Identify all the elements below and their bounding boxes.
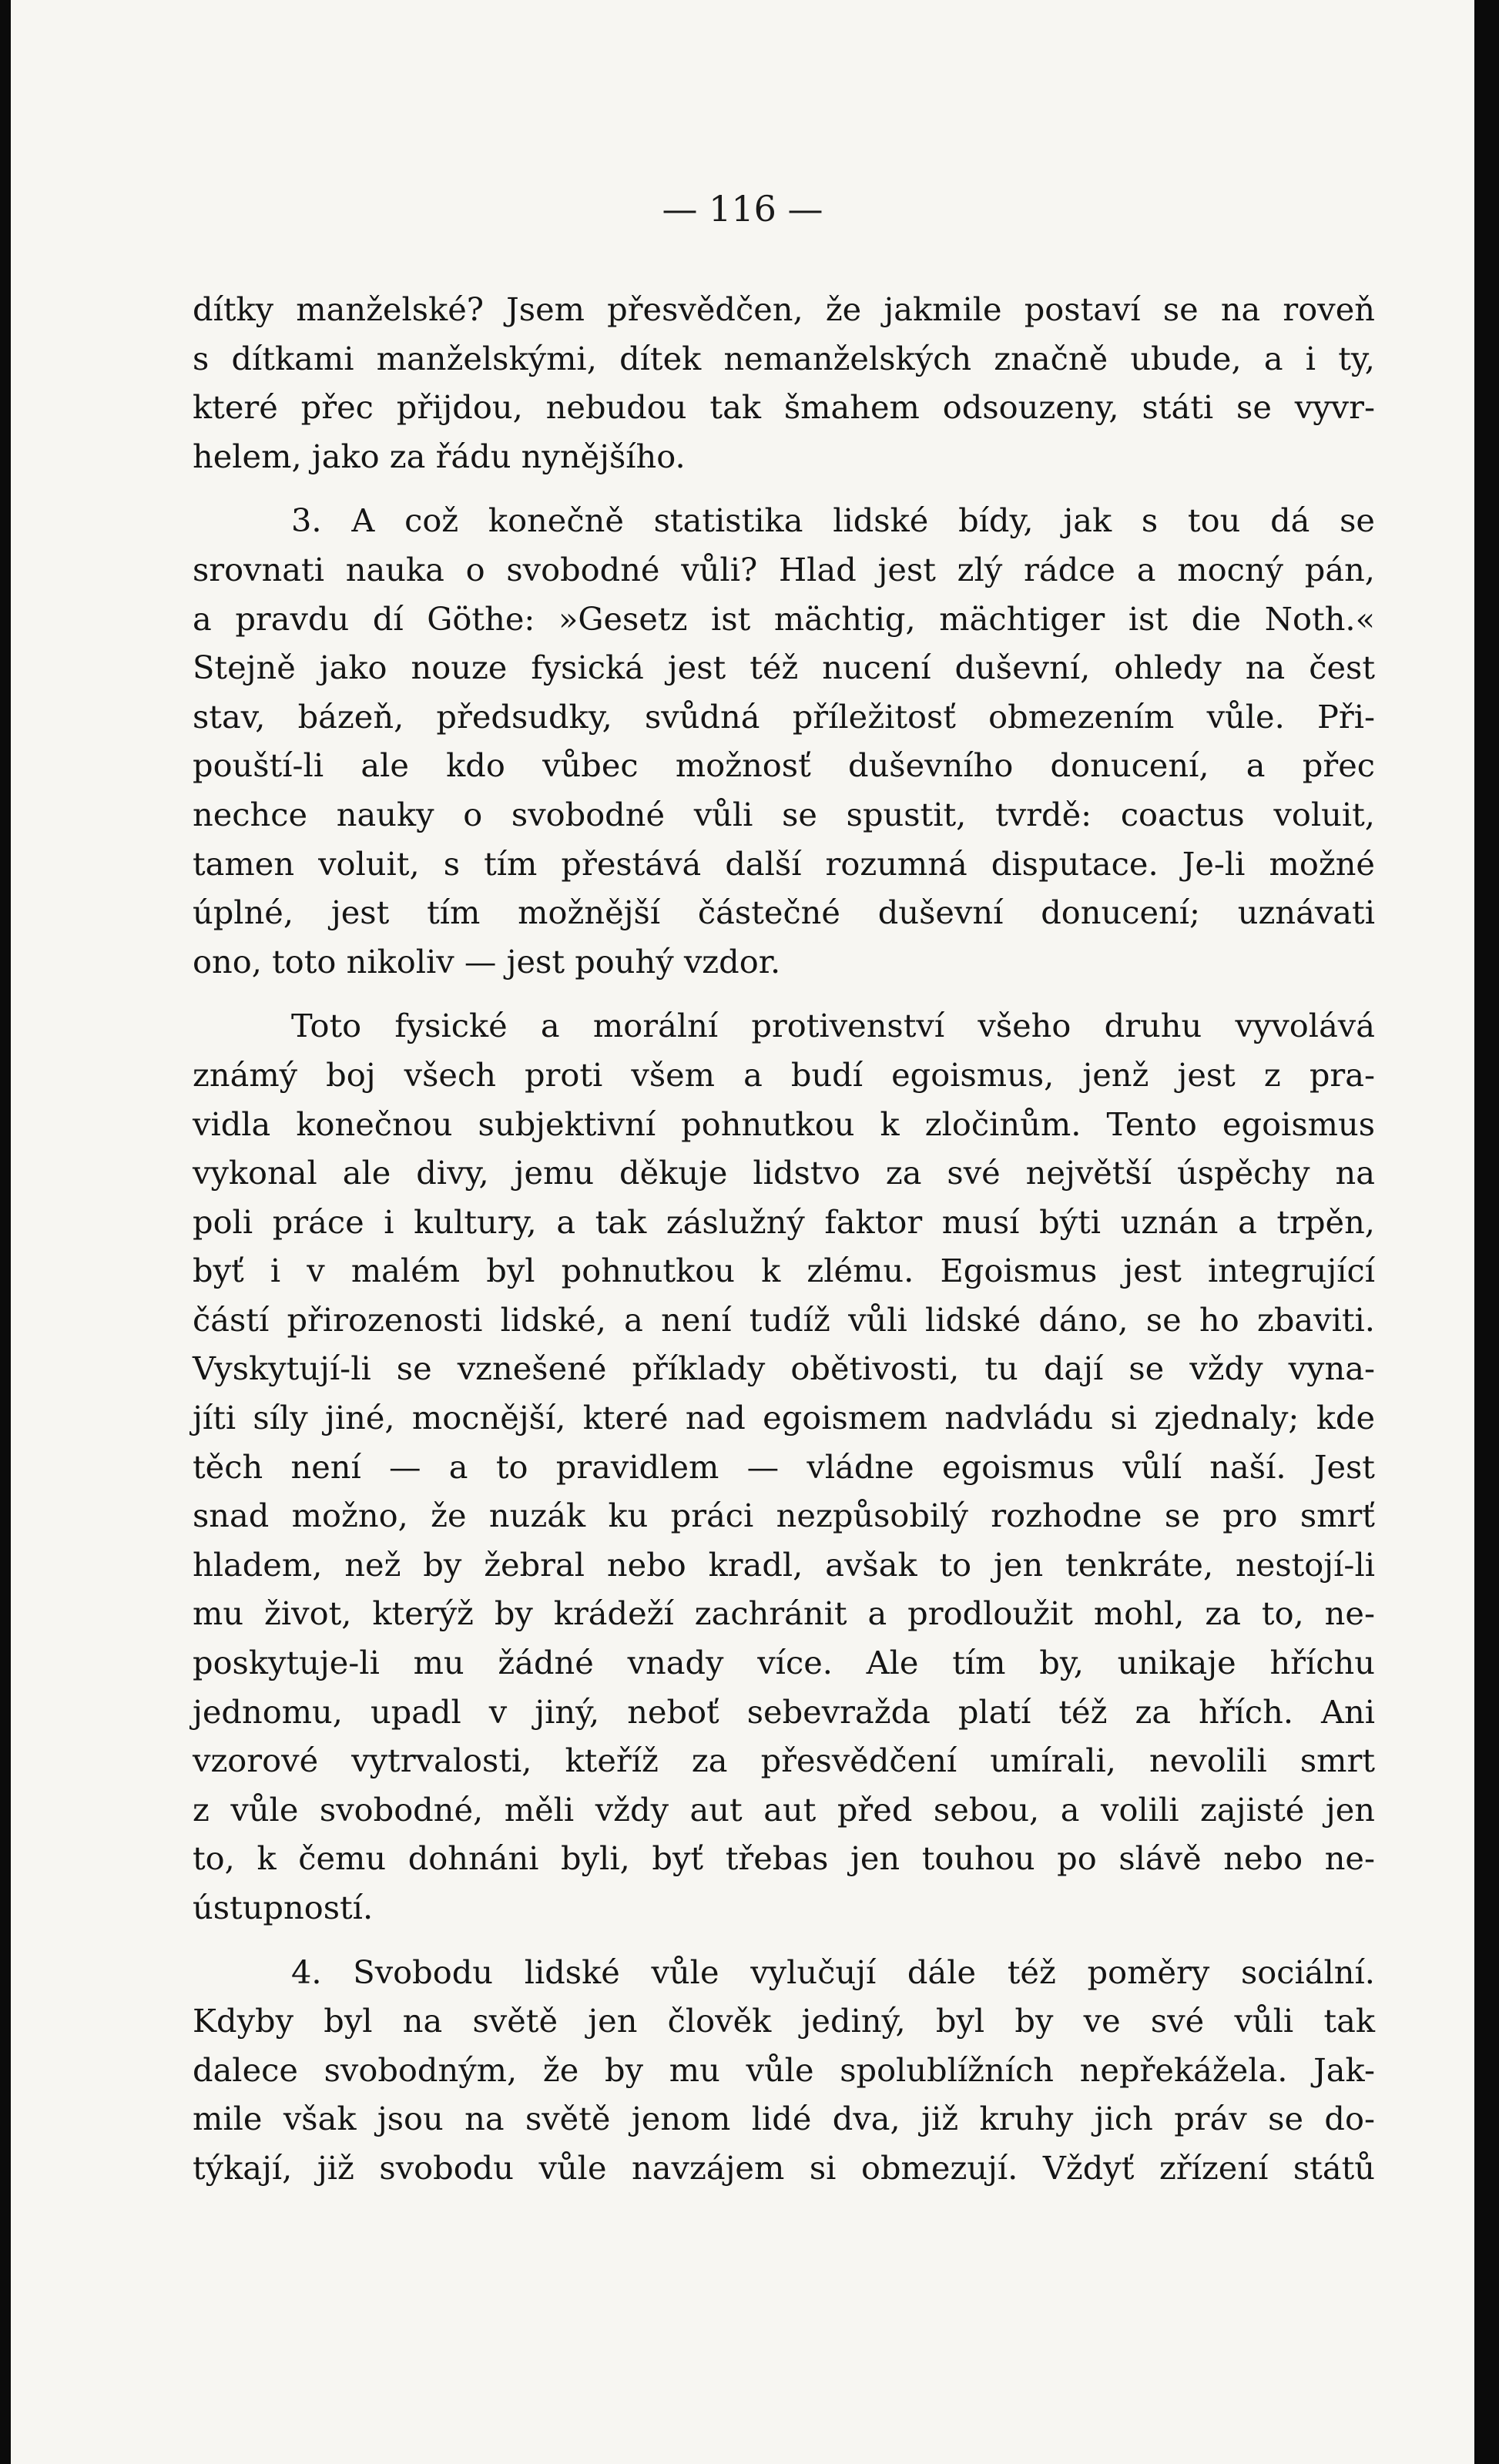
text-line: mu život, kterýž by krádeží zachránit a prodloužit mohl, za to, ne- bbox=[193, 1594, 1375, 1633]
text-line: těch není — a to pravidlem — vládne egoismus vůlí naší. Jest bbox=[193, 1447, 1375, 1486]
text-line: srovnati nauka o svobodné vůli? Hlad jest zlý rádce a mocný pán, bbox=[193, 550, 1375, 588]
text-line: jednomu, upadl v jiný, neboť sebevražda platí též za hřích. Ani bbox=[193, 1692, 1375, 1731]
text-line: částí přirozenosti lidské, a není tudíž vůli lidské dáno, se ho zbaviti. bbox=[193, 1300, 1375, 1339]
text-line: které přec přijdou, nebudou tak šmahem odsouzeny, státi se vyvr- bbox=[193, 388, 1375, 427]
text-line: vidla konečnou subjektivní pohnutkou k zločinům. Tento egoismus bbox=[193, 1105, 1375, 1143]
body-text bbox=[193, 285, 1375, 2193]
text-line: Kdyby byl na světě jen člověk jediný, byl by ve své vůli tak bbox=[193, 2002, 1375, 2040]
text-line: stav, bázeň, předsudky, svůdná příležitosť obmezením vůle. Při- bbox=[193, 697, 1375, 736]
text-line: ono, toto nikoliv — jest pouhý vzdor. bbox=[193, 942, 781, 981]
text-line: úplné, jest tím možnější částečné duševní donucení; uznávati bbox=[193, 893, 1375, 932]
text-line: Stejně jako nouze fysická jest též nucení duševní, ohledy na čest bbox=[193, 649, 1375, 687]
text-line: vykonal ale divy, jemu děkuje lidstvo za své největší úspěchy na bbox=[193, 1154, 1375, 1192]
text-line: to, k čemu dohnáni byli, byť třebas jen touhou po slávě nebo ne- bbox=[193, 1839, 1375, 1878]
text-line: Vyskytují-li se vznešené příklady obětivosti, tu dají se vždy vyna- bbox=[193, 1349, 1375, 1388]
paragraph bbox=[193, 1001, 1375, 1932]
paragraph bbox=[193, 496, 1375, 986]
book-page bbox=[11, 0, 1474, 2464]
text-line: Toto fysické a morální protivenství všeho druhu vyvolává bbox=[291, 1007, 1375, 1045]
text-line: dítky manželské? Jsem přesvědčen, že jakmile postaví se na roveň bbox=[193, 290, 1375, 328]
text-line: pouští-li ale kdo vůbec možnosť duševního donucení, a přec bbox=[193, 746, 1375, 785]
text-line: 3. A což konečně statistika lidské bídy, jak s tou dá se bbox=[291, 501, 1375, 540]
text-line: dalece svobodným, že by mu vůle spolublížních nepřekážela. Jak- bbox=[193, 2050, 1375, 2089]
text-line: týkají, již svobodu vůle navzájem si obmezují. Vždyť zřízení států bbox=[193, 2148, 1375, 2187]
text-line: 4. Svobodu lidské vůle vylučují dále též poměry sociální. bbox=[291, 1953, 1375, 1991]
text-line: z vůle svobodné, měli vždy aut aut před sebou, a volili zajisté jen bbox=[193, 1790, 1375, 1829]
text-line: nechce nauky o svobodné vůli se spustit, tvrdě: coactus voluit, bbox=[193, 795, 1375, 833]
text-line: známý boj všech proti všem a budí egoismus, jenž jest z pra- bbox=[193, 1055, 1375, 1094]
text-line: mile však jsou na světě jenom lidé dva, již kruhy jich práv se do- bbox=[193, 2100, 1375, 2138]
page-number: — 116 — bbox=[662, 188, 823, 230]
text-line: byť i v malém byl pohnutkou k zlému. Egoismus jest integrující bbox=[193, 1252, 1375, 1290]
text-line: hladem, než by žebral nebo kradl, avšak to jen tenkráte, nestojí-li bbox=[193, 1545, 1375, 1584]
text-line: helem, jako za řádu nynějšího. bbox=[193, 437, 686, 475]
text-line: a pravdu dí Göthe: »Gesetz ist mächtig, mächtiger ist die Noth.« bbox=[193, 599, 1375, 638]
paragraph bbox=[193, 285, 1375, 481]
text-line: tamen voluit, s tím přestává další rozumná disputace. Je-li možné bbox=[193, 844, 1375, 883]
text-line: poli práce i kultury, a tak záslužný faktor musí býti uznán a trpěn, bbox=[193, 1202, 1375, 1241]
text-line: poskytuje-li mu žádné vnady více. Ale tím by, unikaje hříchu bbox=[193, 1644, 1375, 1682]
text-line: ústupností. bbox=[193, 1889, 374, 1926]
paragraph bbox=[193, 1948, 1375, 2193]
text-line: snad možno, že nuzák ku práci nezpůsobilý rozhodne se pro smrť bbox=[193, 1497, 1375, 1535]
text-line: vzorové vytrvalosti, kteříž za přesvědčení umírali, nevolili smrt bbox=[193, 1742, 1375, 1780]
text-line: jíti síly jiné, mocnější, které nad egoismem nadvládu si zjednaly; kde bbox=[193, 1399, 1375, 1437]
text-line: s dítkami manželskými, dítek nemanželských značně ubude, a i ty, bbox=[193, 339, 1375, 377]
